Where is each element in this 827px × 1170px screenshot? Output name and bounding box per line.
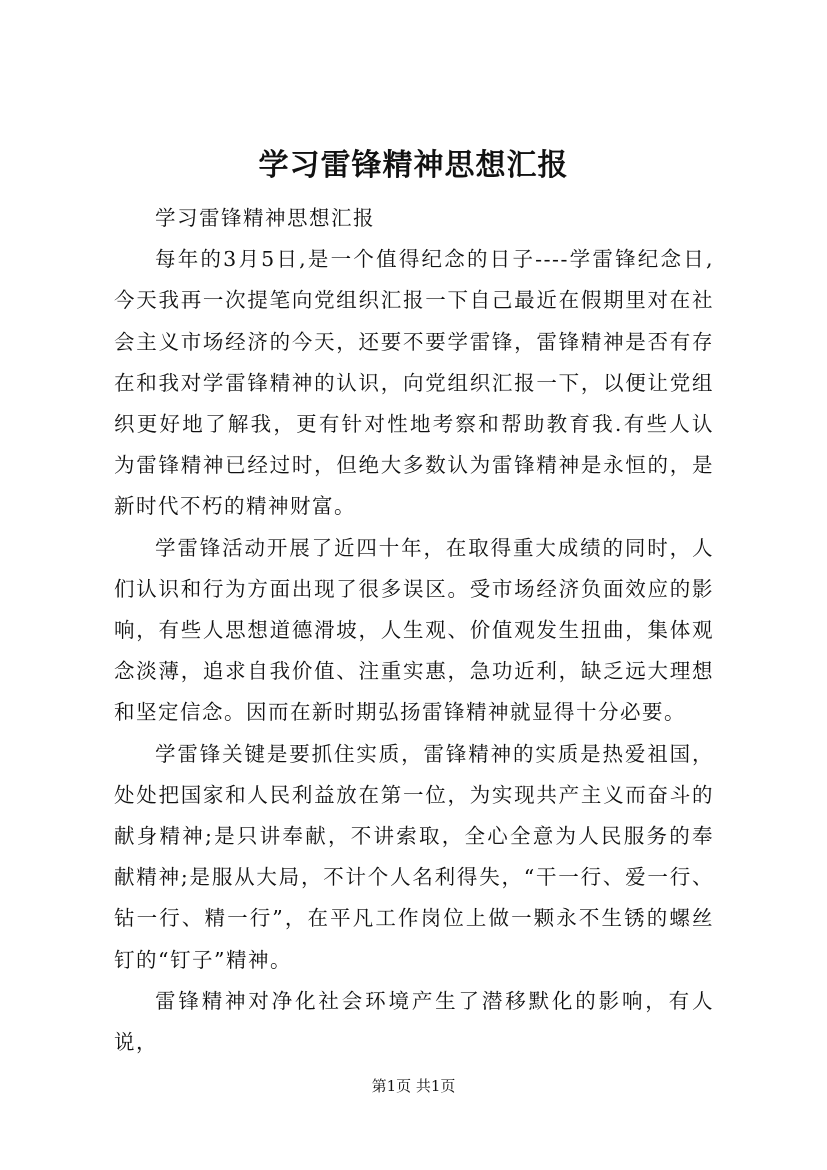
paragraph-subtitle: 学习雷锋精神思想汇报 [155,206,375,230]
paragraph: 学雷锋关键是要抓住实质，雷锋精神的实质是热爱祖国，处处把国家和人民利益放在第一位，为实现共产主义而奋斗的献身精神;是只讲奉献，不讲索取，全心全意为人民服务的奉献精神;是服从大局，不计个人名利得失，“干一行、爱一行、钻一行、精一行”，在平凡工作岗位上做一颗永不生锈的螺丝钉的“钉子”精神。 [114,741,714,972]
document-body [114,198,714,1063]
paragraph: 学雷锋活动开展了近四十年，在取得重大成绩的同时，人们认识和行为方面出现了很多误区。受市场经济负面效应的影响，有些人思想道德滑坡，人生观、价值观发生扭曲，集体观念淡薄，追求自我价值、注重实惠，急功近利，缺乏远大理想和坚定信念。因而在新时期弘扬雷锋精神就显得十分必要。 [114,535,714,725]
document-title: 学习雷锋精神思想汇报 [258,148,569,183]
paragraph: 雷锋精神对净化社会环境产生了潜移默化的影响，有人说， [114,988,714,1055]
paragraph: 每年的3月5日,是一个值得纪念的日子----学雷锋纪念日,今天我再一次提笔向党组织汇报一下自己最近在假期里对在社会主义市场经济的今天，还要不要学雷锋，雷锋精神是否有存在和我对学雷锋精神的认识，向党组织汇报一下，以便让党组织更好地了解我，更有针对性地考察和帮助教育我.有些人认为雷锋精神已经过时，但绝大多数认为雷锋精神是永恒的，是新时代不朽的精神财富。 [114,247,714,519]
page-footer: 第1页 共1页 [371,1077,456,1095]
